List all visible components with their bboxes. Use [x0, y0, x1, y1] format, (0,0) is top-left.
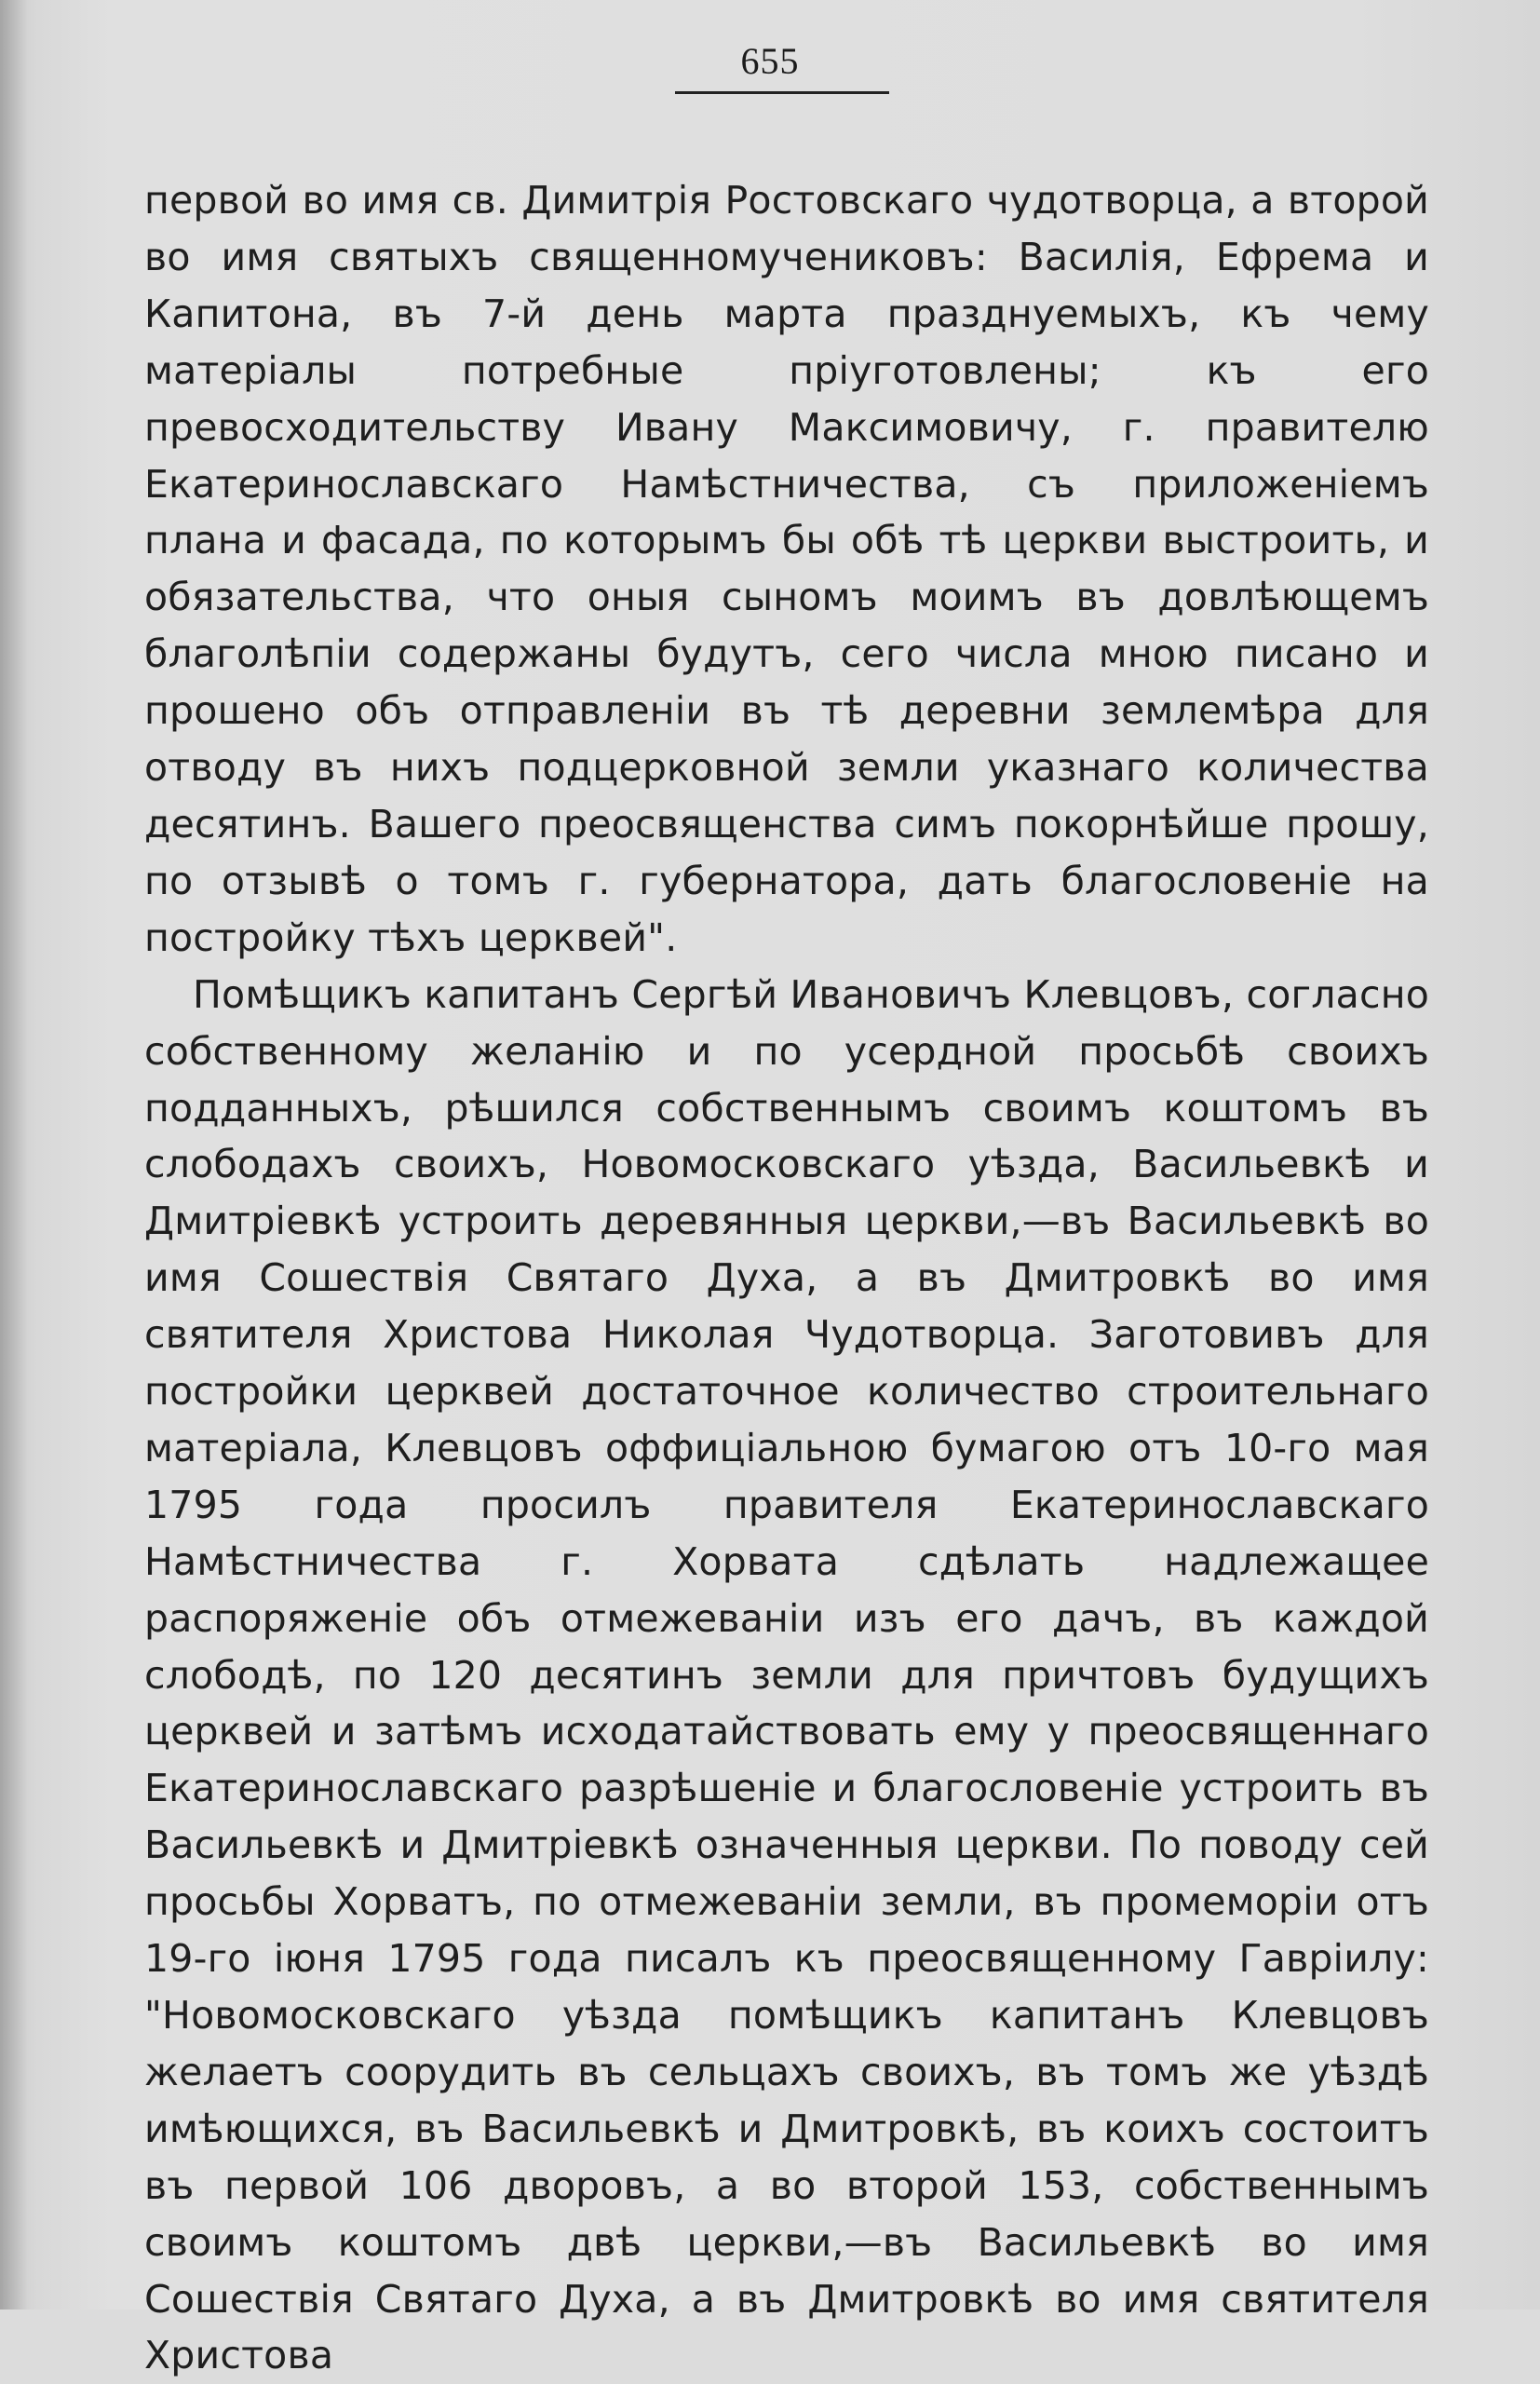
spine-shadow — [0, 0, 28, 2310]
page-number-rule — [675, 91, 889, 94]
page-number: 655 — [740, 40, 800, 82]
paragraph-klevtsov: Помѣщикъ капитанъ Сергѣй Ивановичъ Клевцовъ, согласно собственному желанію и по усердной просьбѣ своихъ подданныхъ, рѣшился собственнымъ своимъ коштомъ въ слободахъ своихъ, Новомосковскаго уѣзда, Васильевкѣ и Дмитріевкѣ устроить деревянныя церкви,—въ Васильевкѣ во имя Сошествія Святаго Духа, а въ Дмитровкѣ во имя святителя Христова Николая Чудотворца. Заготовивъ для постройки церквей достаточное количество строительнаго матеріала, Клевцовъ оффиціальною бумагою отъ 10-го мая 1795 года просилъ правителя Екатеринославскаго Намѣстничества г. Хорвата сдѣлать надлежащее распоряженіе объ отмежеваніи изъ его дачъ, въ каждой слободѣ, по 120 десятинъ земли для причтовъ будущихъ церквей и затѣмъ исходатайствовать ему у преосвященнаго Екатеринославскаго разрѣшеніе и благословеніе устроить въ Васильевкѣ и Дмитріевкѣ означенныя церкви. По поводу сей просьбы Хорватъ, по отмежеваніи земли, въ промеморіи отъ 19-го іюня 1795 года писалъ къ преосвященному Гавріилу: "Новомосковскаго уѣзда помѣщикъ капитанъ Клевцовъ желаетъ соорудить въ сельцахъ своихъ, въ томъ же уѣздѣ имѣющихся, въ Васильевкѣ и Дмитровкѣ, въ коихъ состоитъ въ первой 106 дворовъ, а во второй 153, собственнымъ своимъ коштомъ двѣ церкви,—въ Васильевкѣ во имя Сошествія Святаго Духа, а въ Дмитровкѣ во имя святителя Христова — [144, 971, 1429, 2378]
body-text — [144, 172, 1429, 2384]
paragraph-continuation: первой во имя св. Димитрія Ростовскаго чудотворца, а второй во имя святыхъ священномучениковъ: Василія, Ефрема и Капитона, въ 7-й день марта празднуемыхъ, къ чему матеріалы потребные пріуготовлены; къ его превосходительству Ивану Максимовичу, г. правителю Екатеринославскаго Намѣстничества, съ приложеніемъ плана и фасада, по которымъ бы обѣ тѣ церкви выстроить, и обязательства, что оныя сыномъ моимъ въ довлѣющемъ благолѣпіи содержаны будутъ, сего числа мною писано и прошено объ отправленіи въ тѣ деревни землемѣра для отводу въ нихъ подцерковной земли указнаго количества десятинъ. Вашего преосвященства симъ покорнѣйше прошу, по отзывѣ о томъ г. губернатора, дать благословеніе на постройку тѣхъ церквей". — [144, 178, 1429, 960]
